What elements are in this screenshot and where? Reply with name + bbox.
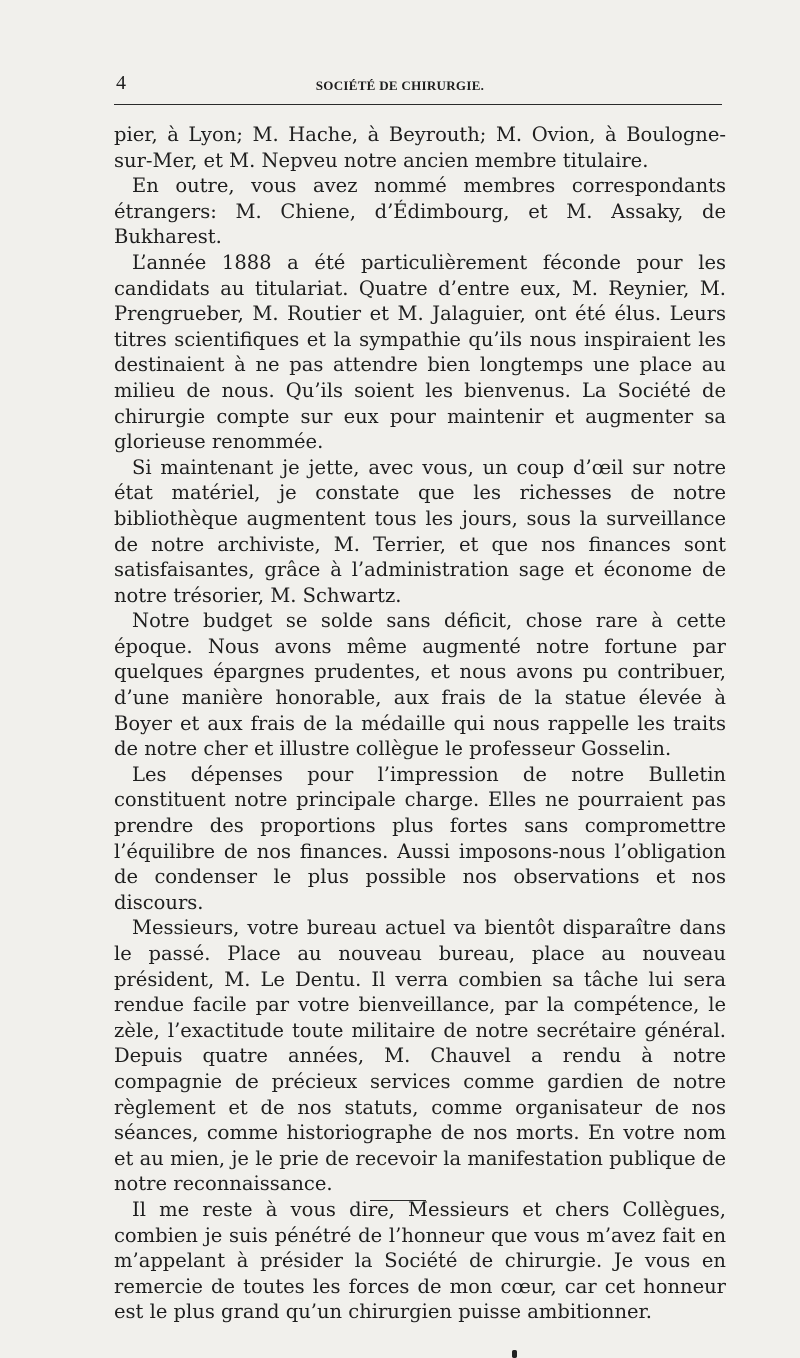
body-text — [114, 122, 726, 1325]
paragraph-continued: pier, à Lyon; M. Hache, à Beyrouth; M. Ovion, à Boulogne-sur-Mer, et M. Nepveu notre ancien membre titulaire. — [114, 123, 726, 172]
header-rule — [114, 104, 722, 105]
paragraph: L’année 1888 a été particulièrement féconde pour les candidats au titulariat. Quatre d’entre eux, M. Reynier, M. Prengrueber, M. Routier et M. Jalaguier, ont été élus. Leurs titres scientifiques et la sympathie qu’ils nous inspiraient les destinaient à ne pas attendre bien longtemps une place au milieu de nous. Qu’ils soient les bienvenus. La Société de chirurgie compte sur eux pour maintenir et augmenter sa glorieuse renommée. — [114, 250, 726, 454]
paragraph: Il me reste à vous dire, Messieurs et chers Collègues, combien je suis pénétré de l’honneur que vous m’avez fait en m’appelant à présider la Société de chirurgie. Je vous en remercie de toutes les forces de mon cœur, car cet honneur est le plus grand qu’un chirurgien puisse ambitionner. — [114, 1197, 726, 1324]
ink-speck — [512, 1350, 517, 1358]
paragraph: En outre, vous avez nommé membres correspondants étrangers: M. Chiene, d’Édimbourg, et M. Assaky, de Bukharest. — [114, 174, 726, 249]
paragraph: Messieurs, votre bureau actuel va bientôt disparaître dans le passé. Place au nouveau bureau, place au nouveau président, M. Le Dentu. Il verra combien sa tâche lui sera rendue facile par votre bienveillance, par la compétence, le zèle, l’exactitude toute militaire de notre secrétaire général. Depuis quatre années, M. Chauvel a rendu à notre compagnie de précieux services comme gardien de notre règlement et de nos statuts, comme organisateur de nos séances, comme historiographe de nos morts. En votre nom et au mien, je le prie de recevoir la manifestation publique de notre reconnaissance. — [114, 916, 726, 1196]
paragraph: Si maintenant je jette, avec vous, un coup d’œil sur notre état matériel, je constate que les richesses de notre bibliothèque augmentent tous les jours, sous la surveillance de notre archiviste, M. Terrier, et que nos finances sont satisfaisantes, grâce à l’administration sage et économe de notre trésorier, M. Schwartz. — [114, 455, 726, 607]
paragraph: Notre budget se solde sans déficit, chose rare à cette époque. Nous avons même augmenté notre fortune par quelques épargnes prudentes, et nous avons pu contribuer, d’une manière honorable, aux frais de la statue élevée à Boyer et aux frais de la médaille qui nous rappelle les traits de notre cher et illustre collègue le professeur Gosselin. — [114, 609, 726, 761]
page-number: 4 — [116, 72, 126, 94]
paragraph: Les dépenses pour l’impression de notre Bulletin constituent notre principale charge. Elles ne pourraient pas prendre des proportions plus fortes sans compromettre l’équilibre de nos finances. Aussi imposons-nous l’obligation de condenser le plus possible nos observations et nos discours. — [114, 762, 726, 914]
running-title: SOCIÉTÉ DE CHIRURGIE. — [315, 78, 485, 93]
end-rule — [370, 1200, 426, 1201]
